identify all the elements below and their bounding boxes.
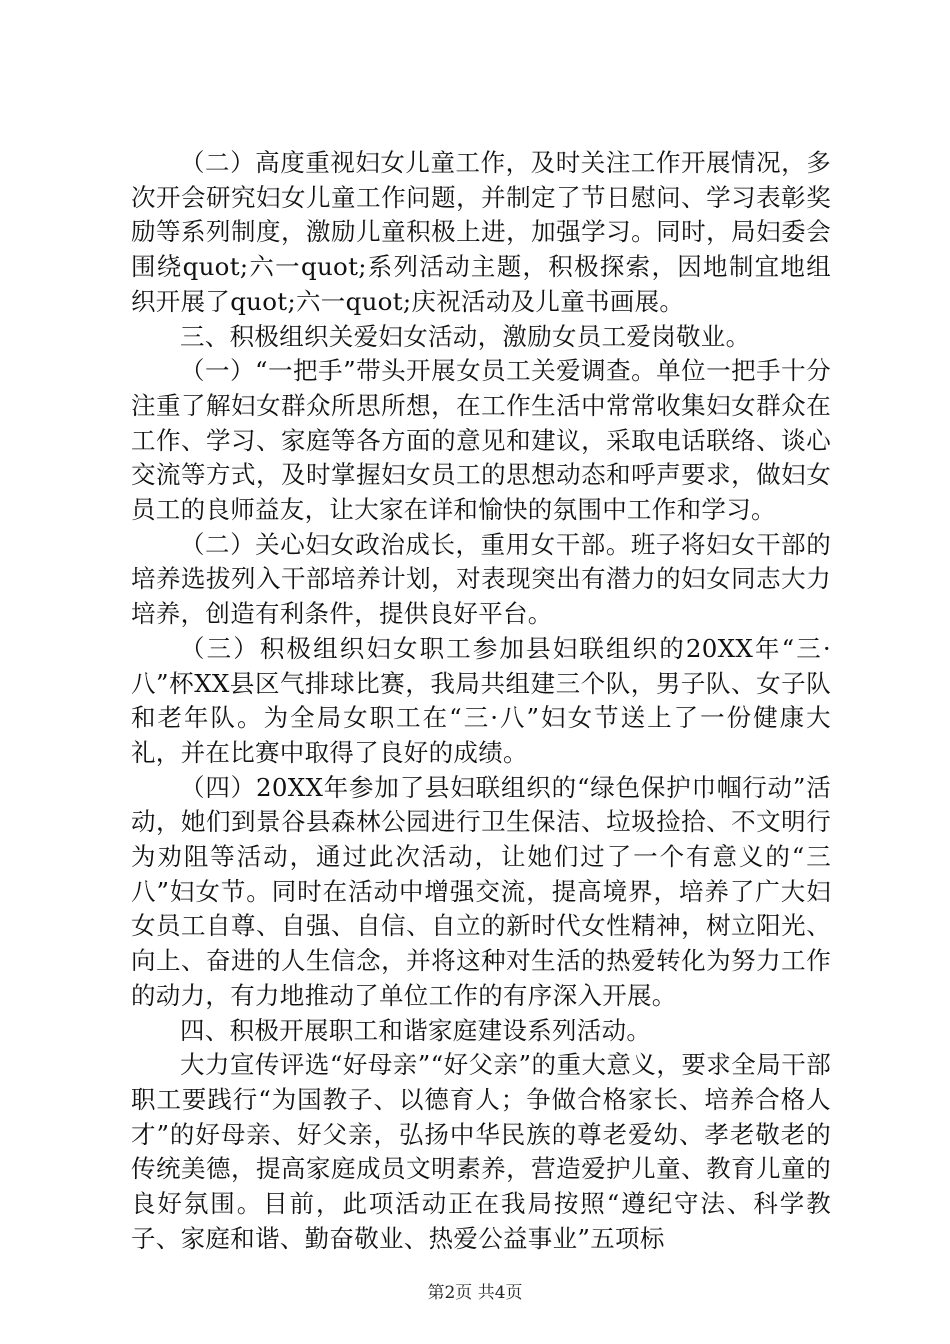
heading-section-three: 三、积极组织关爱妇女活动，激励女员工爱岗敬业。: [180, 321, 751, 351]
paragraph-green-action: （四）20XX年参加了县妇联组织的“绿色保护巾帼行动”活动，她们到景谷县森林公园进行卫生保洁、垃圾捡拾、不文明行为劝阻等活动，通过此次活动，让她们过了一个有意义的“三八”妇女节。同时在活动中增强交流，提高境界，培养了广大妇女员工自尊、自强、自信、自立的新时代女性精神，树立阳光、向上、奋进的人生信念，并将这种对生活的热爱转化为努力工作的动力，有力地推动了单位工作的有序深入开展。: [131, 772, 832, 1010]
heading-section-four: 四、积极开展职工和谐家庭建设系列活动。: [180, 1015, 652, 1045]
paragraph-volleyball-match: （三）积极组织妇女职工参加县妇联组织的20XX年“三·八”杯XX县区气排球比赛，我局共组建三个队，男子队、女子队和老年队。为全局女职工在“三·八”妇女节送上了一份健康大礼，并在比赛中取得了良好的成绩。: [131, 633, 831, 767]
paragraph-good-parents: 大力宣传评选“好母亲”“好父亲”的重大意义，要求全局干部职工要践行“为国教子、以德育人；争做合格家长、培养合格人才”的好母亲、好父亲，弘扬中华民族的尊老爱幼、孝老敬老的传统美德，提高家庭成员文明素养，营造爱护儿童、教育儿童的良好氛围。目前，此项活动正在我局按照“遵纪守法、科学教子、家庭和谐、勤奋敬业、热爱公益事业”五项标: [131, 1050, 832, 1253]
paragraph-leader-care-survey: （一）“一把手”带头开展女员工关爱调查。单位一把手十分注重了解妇女群众所思所想，在工作生活中常常收集妇女群众在工作、学习、家庭等各方面的意见和建议，采取电话联络、谈心交流等方式，及时掌握妇女员工的思想动态和呼声要求，做妇女员工的良师益友，让大家在详和愉快的氛围中工作和学习。: [131, 356, 831, 525]
paragraph-female-cadres: （二）关心妇女政治成长，重用女干部。班子将妇女干部的培养选拔列入干部培养计划，对表现突出有潜力的妇女同志大力培养，创造有利条件，提供良好平台。: [131, 529, 831, 629]
page-number-footer: 第2页 共4页: [427, 1283, 523, 1303]
document-body: [131, 146, 831, 1257]
paragraph-women-children-work: （二）高度重视妇女儿童工作，及时关注工作开展情况，多次开会研究妇女儿童工作问题，并制定了节日慰问、学习表彰奖励等系列制度，激励儿童积极上进，加强学习。同时，局妇委会围绕quot;六一quot;系列活动主题，积极探索，因地制宜地组织开展了quot;六一quot;庆祝活动及儿童书画展。: [131, 148, 831, 316]
